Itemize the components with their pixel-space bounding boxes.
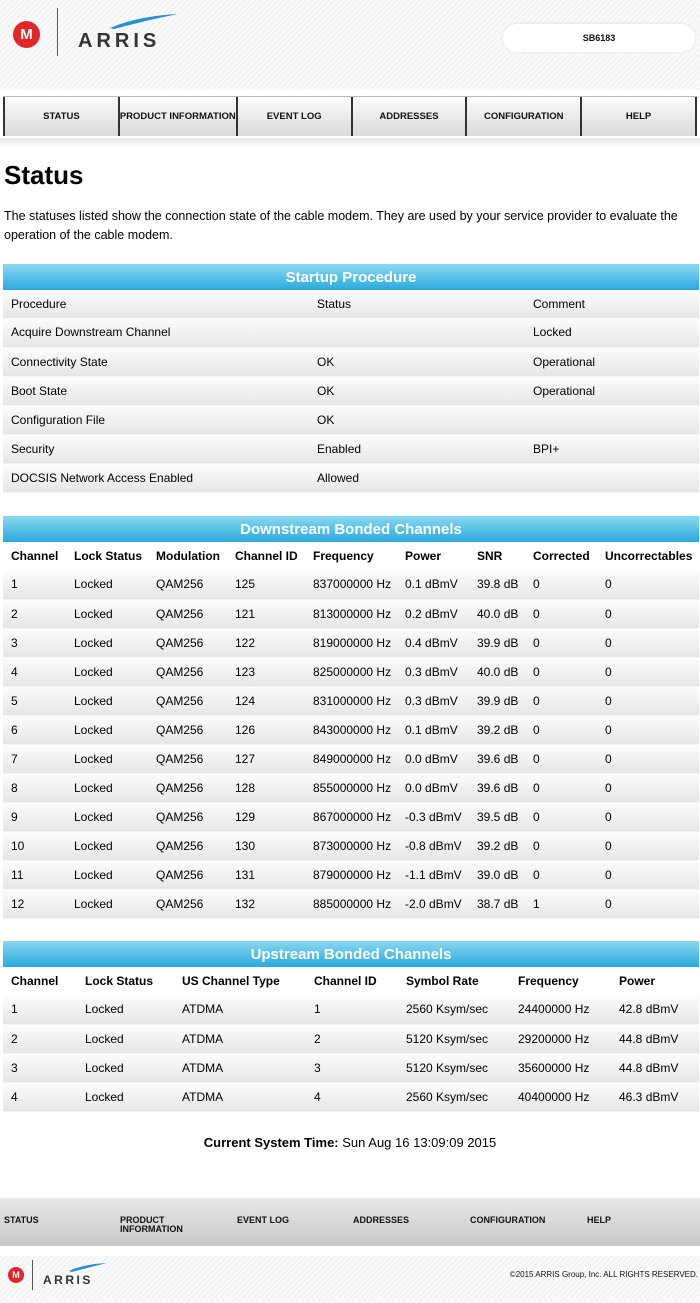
nav-event-log[interactable]: EVENT LOG — [236, 97, 351, 136]
footer-nav-addresses[interactable]: ADDRESSES — [353, 1215, 410, 1225]
startup-cell: Operational — [525, 347, 699, 376]
downstream-cell: -0.8 dBmV — [397, 831, 469, 860]
downstream-cell: 0 — [597, 657, 699, 686]
downstream-cell: QAM256 — [148, 744, 227, 773]
downstream-cell: Locked — [66, 773, 148, 802]
upstream-cell: 4 — [3, 1082, 77, 1111]
downstream-cell: 5 — [3, 686, 66, 715]
startup-cell: OK — [309, 405, 525, 434]
startup-cell: Locked — [525, 318, 699, 347]
startup-cell: DOCSIS Network Access Enabled — [3, 463, 309, 492]
upstream-column-header: Symbol Rate — [406, 974, 479, 988]
upstream-cell: Locked — [77, 1024, 174, 1053]
brand-name: ARRIS — [78, 30, 161, 52]
downstream-cell: 0 — [597, 628, 699, 657]
upstream-cell: 42.8 dBmV — [611, 995, 699, 1024]
downstream-cell: 1 — [525, 889, 597, 918]
downstream-cell: QAM256 — [148, 599, 227, 628]
downstream-column-header: Corrected — [533, 549, 590, 563]
upstream-cell: Locked — [77, 1053, 174, 1082]
downstream-column-header: Uncorrectables — [605, 549, 693, 563]
downstream-cell: 131 — [227, 860, 305, 889]
downstream-cell: 0.2 dBmV — [397, 599, 469, 628]
downstream-cell: QAM256 — [148, 802, 227, 831]
downstream-cell: QAM256 — [148, 889, 227, 918]
downstream-row — [3, 860, 699, 889]
startup-column-header: Comment — [533, 297, 586, 311]
downstream-cell: 855000000 Hz — [305, 773, 397, 802]
downstream-cell: 0 — [525, 657, 597, 686]
downstream-cell: Locked — [66, 860, 148, 889]
upstream-cell: 1 — [306, 995, 398, 1024]
startup-cell: Acquire Downstream Channel — [3, 318, 309, 347]
downstream-cell: 132 — [227, 889, 305, 918]
downstream-cell: Locked — [66, 831, 148, 860]
downstream-cell: QAM256 — [148, 628, 227, 657]
downstream-cell: 4 — [3, 657, 66, 686]
downstream-cell: 40.0 dB — [469, 599, 525, 628]
startup-header-row — [3, 290, 699, 318]
upstream-cell: 5120 Ksym/sec — [398, 1024, 510, 1053]
downstream-cell: 39.8 dB — [469, 570, 525, 599]
downstream-cell: Locked — [66, 802, 148, 831]
upstream-row — [3, 995, 699, 1024]
upstream-cell: ATDMA — [174, 995, 306, 1024]
upstream-column-header: Power — [619, 974, 656, 988]
startup-row — [3, 376, 699, 405]
nav-help[interactable]: HELP — [580, 97, 697, 136]
downstream-cell: 0 — [525, 831, 597, 860]
logo-divider — [57, 8, 58, 56]
downstream-cell: 39.9 dB — [469, 686, 525, 715]
upstream-cell: 2 — [306, 1024, 398, 1053]
footer-nav-help[interactable]: HELP — [587, 1215, 612, 1225]
downstream-cell: 39.0 dB — [469, 860, 525, 889]
downstream-cell: QAM256 — [148, 715, 227, 744]
downstream-cell: 3 — [3, 628, 66, 657]
downstream-cell: 122 — [227, 628, 305, 657]
startup-cell: Boot State — [3, 376, 309, 405]
footer-nav-event-log[interactable]: EVENT LOG — [237, 1215, 290, 1225]
footer-nav — [0, 1198, 700, 1246]
copyright: ©2015 ARRIS Group, Inc. ALL RIGHTS RESERVED. — [509, 1270, 698, 1279]
upstream-section — [3, 941, 699, 1112]
downstream-cell: QAM256 — [148, 773, 227, 802]
downstream-cell: 0 — [525, 686, 597, 715]
downstream-cell: 843000000 Hz — [305, 715, 397, 744]
downstream-cell: 0 — [597, 744, 699, 773]
startup-cell: Configuration File — [3, 405, 309, 434]
upstream-cell: 3 — [306, 1053, 398, 1082]
page-title: Status — [4, 160, 84, 190]
downstream-cell: 825000000 Hz — [305, 657, 397, 686]
downstream-cell: 849000000 Hz — [305, 744, 397, 773]
startup-row — [3, 463, 699, 492]
downstream-cell: 0.0 dBmV — [397, 744, 469, 773]
upstream-cell: 29200000 Hz — [510, 1024, 611, 1053]
downstream-cell: 0.0 dBmV — [397, 773, 469, 802]
upstream-cell: 44.8 dBmV — [611, 1053, 699, 1082]
downstream-cell: 819000000 Hz — [305, 628, 397, 657]
page-intro: The statuses listed show the connection state of the cable modem. They are used by your service provider to evaluate the operation of the cable modem. — [4, 209, 678, 242]
downstream-cell: 867000000 Hz — [305, 802, 397, 831]
upstream-cell: ATDMA — [174, 1053, 306, 1082]
nav-configuration[interactable]: CONFIGURATION — [465, 97, 580, 136]
downstream-cell: Locked — [66, 570, 148, 599]
downstream-row — [3, 686, 699, 715]
downstream-cell: Locked — [66, 686, 148, 715]
downstream-cell: 40.0 dB — [469, 657, 525, 686]
downstream-cell: 0 — [525, 773, 597, 802]
downstream-cell: 39.9 dB — [469, 628, 525, 657]
downstream-cell: 126 — [227, 715, 305, 744]
downstream-cell: -1.1 dBmV — [397, 860, 469, 889]
upstream-cell: 46.3 dBmV — [611, 1082, 699, 1111]
page-footer — [0, 1256, 700, 1303]
downstream-cell: Locked — [66, 657, 148, 686]
downstream-cell: QAM256 — [148, 860, 227, 889]
startup-row — [3, 405, 699, 434]
upstream-title: Upstream Bonded Channels — [3, 941, 699, 967]
upstream-row — [3, 1053, 699, 1082]
upstream-column-header: Lock Status — [85, 974, 154, 988]
downstream-cell: 0 — [525, 599, 597, 628]
startup-column-header: Status — [317, 297, 352, 311]
upstream-cell: ATDMA — [174, 1024, 306, 1053]
upstream-cell: 1 — [3, 995, 77, 1024]
downstream-cell: 123 — [227, 657, 305, 686]
footer-arris-swoosh-icon — [68, 1262, 108, 1272]
downstream-cell: 39.6 dB — [469, 773, 525, 802]
startup-procedure-title: Startup Procedure — [3, 264, 699, 290]
downstream-cell: 39.6 dB — [469, 744, 525, 773]
downstream-cell: 130 — [227, 831, 305, 860]
downstream-table — [3, 542, 699, 919]
startup-cell: Operational — [525, 376, 699, 405]
downstream-cell: 0 — [525, 628, 597, 657]
downstream-cell: 0 — [597, 686, 699, 715]
downstream-cell: 39.5 dB — [469, 802, 525, 831]
upstream-cell: 2 — [3, 1024, 77, 1053]
upstream-cell: 5120 Ksym/sec — [398, 1053, 510, 1082]
downstream-row — [3, 744, 699, 773]
downstream-row — [3, 773, 699, 802]
system-time-value: Sun Aug 16 13:09:09 2015 — [342, 1135, 497, 1150]
downstream-column-header: Channel — [11, 549, 59, 563]
downstream-cell: 0 — [597, 599, 699, 628]
downstream-cell: 0 — [525, 802, 597, 831]
downstream-title: Downstream Bonded Channels — [3, 516, 699, 542]
startup-row — [3, 434, 699, 463]
downstream-row — [3, 657, 699, 686]
downstream-cell: 0.3 dBmV — [397, 686, 469, 715]
downstream-row — [3, 715, 699, 744]
startup-procedure-section — [3, 264, 699, 493]
downstream-row — [3, 628, 699, 657]
system-time-label: Current System Time: — [203, 1135, 339, 1150]
startup-cell — [525, 463, 699, 492]
downstream-column-header: Frequency — [313, 549, 374, 563]
downstream-cell: 12 — [3, 889, 66, 918]
downstream-cell: 7 — [3, 744, 66, 773]
motorola-logo-icon: M — [13, 21, 40, 48]
footer-brand-name: ARRIS — [43, 1273, 93, 1287]
startup-cell — [309, 318, 525, 347]
downstream-row — [3, 802, 699, 831]
downstream-cell: 0 — [525, 744, 597, 773]
downstream-cell: 39.2 dB — [469, 831, 525, 860]
upstream-row — [3, 1024, 699, 1053]
upstream-column-header: Frequency — [518, 974, 579, 988]
nav-addresses[interactable]: ADDRESSES — [351, 97, 466, 136]
downstream-cell: 885000000 Hz — [305, 889, 397, 918]
downstream-cell: 0 — [525, 570, 597, 599]
downstream-column-header: Lock Status — [74, 549, 143, 563]
startup-cell: Allowed — [309, 463, 525, 492]
upstream-table — [3, 967, 699, 1112]
upstream-cell: 24400000 Hz — [510, 995, 611, 1024]
upstream-cell: 2560 Ksym/sec — [398, 995, 510, 1024]
downstream-cell: 873000000 Hz — [305, 831, 397, 860]
downstream-cell: 124 — [227, 686, 305, 715]
startup-row — [3, 318, 699, 347]
downstream-row — [3, 570, 699, 599]
downstream-cell: 8 — [3, 773, 66, 802]
upstream-column-header: US Channel Type — [182, 974, 280, 988]
downstream-cell: 0 — [597, 831, 699, 860]
downstream-row — [3, 889, 699, 918]
downstream-cell: -2.0 dBmV — [397, 889, 469, 918]
footer-logo-divider — [32, 1260, 33, 1290]
downstream-cell: 129 — [227, 802, 305, 831]
startup-cell: BPI+ — [525, 434, 699, 463]
downstream-row — [3, 831, 699, 860]
downstream-cell: 2 — [3, 599, 66, 628]
startup-column-header: Procedure — [11, 297, 67, 311]
upstream-header-row — [3, 967, 699, 995]
upstream-cell: Locked — [77, 995, 174, 1024]
downstream-cell: 6 — [3, 715, 66, 744]
downstream-cell: 813000000 Hz — [305, 599, 397, 628]
downstream-cell: Locked — [66, 599, 148, 628]
upstream-cell: 4 — [306, 1082, 398, 1111]
startup-procedure-table — [3, 290, 699, 493]
page-header — [0, 0, 700, 90]
downstream-cell: 831000000 Hz — [305, 686, 397, 715]
downstream-header-row — [3, 542, 699, 570]
downstream-column-header: Channel ID — [235, 549, 298, 563]
downstream-section — [3, 516, 699, 919]
startup-cell: OK — [309, 347, 525, 376]
downstream-cell: 121 — [227, 599, 305, 628]
nav-product-information[interactable]: PRODUCT INFORMATION — [118, 97, 236, 136]
downstream-cell: 0 — [597, 889, 699, 918]
startup-cell: Security — [3, 434, 309, 463]
current-system-time — [0, 1135, 700, 1150]
main-nav — [3, 96, 697, 138]
arris-swoosh-icon — [108, 12, 180, 30]
upstream-cell: 3 — [3, 1053, 77, 1082]
upstream-cell: 2560 Ksym/sec — [398, 1082, 510, 1111]
downstream-cell: 1 — [3, 570, 66, 599]
downstream-cell: 0 — [597, 570, 699, 599]
nav-status[interactable]: STATUS — [3, 97, 118, 136]
downstream-cell: 0.3 dBmV — [397, 657, 469, 686]
downstream-column-header: Power — [405, 549, 442, 563]
downstream-cell: 9 — [3, 802, 66, 831]
downstream-cell: Locked — [66, 628, 148, 657]
footer-nav-status[interactable]: STATUS — [4, 1215, 39, 1225]
startup-cell: Connectivity State — [3, 347, 309, 376]
downstream-cell: 38.7 dB — [469, 889, 525, 918]
downstream-cell: 0 — [597, 773, 699, 802]
downstream-cell: 11 — [3, 860, 66, 889]
downstream-cell: Locked — [66, 744, 148, 773]
downstream-column-header: SNR — [477, 549, 503, 563]
downstream-column-header: Modulation — [156, 549, 220, 563]
downstream-cell: 0 — [597, 715, 699, 744]
downstream-cell: 0 — [597, 860, 699, 889]
downstream-cell: QAM256 — [148, 686, 227, 715]
downstream-cell: 0.1 dBmV — [397, 570, 469, 599]
downstream-cell: 0 — [525, 715, 597, 744]
downstream-cell: 837000000 Hz — [305, 570, 397, 599]
downstream-cell: 39.2 dB — [469, 715, 525, 744]
upstream-column-header: Channel ID — [314, 974, 377, 988]
startup-row — [3, 347, 699, 376]
startup-cell: OK — [309, 376, 525, 405]
startup-cell: Enabled — [309, 434, 525, 463]
upstream-cell: Locked — [77, 1082, 174, 1111]
upstream-cell: 44.8 dBmV — [611, 1024, 699, 1053]
upstream-cell: 35600000 Hz — [510, 1053, 611, 1082]
upstream-cell: ATDMA — [174, 1082, 306, 1111]
downstream-cell: -0.3 dBmV — [397, 802, 469, 831]
downstream-cell: 0.1 dBmV — [397, 715, 469, 744]
footer-motorola-logo-icon: M — [8, 1267, 24, 1283]
downstream-cell: QAM256 — [148, 831, 227, 860]
footer-nav-configuration[interactable]: CONFIGURATION — [470, 1215, 546, 1225]
downstream-cell: 0.4 dBmV — [397, 628, 469, 657]
upstream-row — [3, 1082, 699, 1111]
downstream-cell: Locked — [66, 889, 148, 918]
downstream-cell: 125 — [227, 570, 305, 599]
startup-cell — [525, 405, 699, 434]
footer-nav-product-information[interactable]: PRODUCT INFORMATION — [120, 1215, 183, 1234]
downstream-cell: 128 — [227, 773, 305, 802]
downstream-cell: 10 — [3, 831, 66, 860]
model-number: SB6183 — [503, 24, 695, 52]
downstream-cell: Locked — [66, 715, 148, 744]
downstream-cell: 879000000 Hz — [305, 860, 397, 889]
downstream-cell: 0 — [597, 802, 699, 831]
nav-shadow — [0, 138, 700, 148]
downstream-cell: 127 — [227, 744, 305, 773]
upstream-cell: 40400000 Hz — [510, 1082, 611, 1111]
downstream-cell: 0 — [525, 860, 597, 889]
upstream-column-header: Channel — [11, 974, 59, 988]
downstream-row — [3, 599, 699, 628]
downstream-cell: QAM256 — [148, 570, 227, 599]
downstream-cell: QAM256 — [148, 657, 227, 686]
